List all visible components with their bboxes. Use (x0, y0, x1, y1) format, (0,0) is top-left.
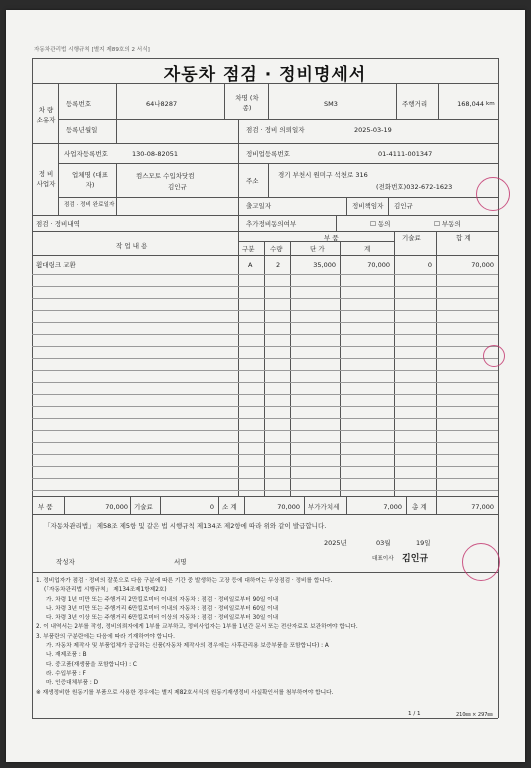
summary-subtotal-value: 70,000 (277, 503, 300, 511)
shop-reg-value: 01-4111-001347 (378, 150, 433, 158)
row-labor: 0 (427, 261, 432, 269)
manager-value: 김인규 (394, 202, 413, 210)
table-row (32, 466, 498, 467)
shop-name-label: 업체명 (대표자) (72, 171, 108, 189)
note-line: 다. 차령 3년 이상 또는 주행거리 6만킬로미터 이상의 자동차 : 점검 · 정비일로부터 30일 이내 (46, 615, 279, 622)
table-row (32, 406, 498, 407)
table-row (32, 454, 498, 455)
consent-yes-checkbox[interactable]: ☐ 동의 (370, 220, 391, 228)
note-line: 가. 차령 1년 미만 또는 주행거리 2만킬로미터 이내의 자동차 : 점검 · 정비일로부터 90일 이내 (46, 596, 279, 603)
note-line: 나. 재제조품 : B (46, 652, 87, 659)
paper-size: 210㎜ × 297㎜ (456, 712, 493, 718)
issue-year: 2025년 (324, 539, 347, 547)
first-reg-label: 등록년월일 (66, 126, 98, 134)
page-number: 1 / 1 (408, 711, 421, 717)
labor-header: 기술료 (402, 234, 421, 242)
notes-section (36, 577, 494, 698)
table-row (32, 274, 498, 275)
table-row (32, 298, 498, 299)
shop-rep-value: 김인규 (168, 183, 187, 191)
writer-label: 작성자 (56, 558, 75, 566)
seal-stamp-icon (476, 177, 510, 211)
qty-subheader: 수량 (270, 245, 283, 253)
note-line: (「자동차관리법 시행규칙」 제134조제1항제2호) (44, 587, 167, 594)
summary-total-value: 77,000 (471, 503, 494, 511)
note-line: 1. 정비업자가 점검 · 정비의 잘못으로 다음 구분에 따른 기간 중 발생하는 고장 등에 대하여는 무상점검 · 정비를 합니다. (36, 578, 333, 584)
request-date-label: 점검 · 정비 의뢰일자 (246, 126, 305, 134)
address-value: 경기 부천시 원미구 석천로 316 (278, 171, 368, 179)
mileage-unit: km (486, 101, 495, 107)
model-value: SM3 (324, 100, 338, 108)
table-row (32, 358, 498, 359)
note-line: 2. 이 내역서는 2부를 작성, 정비의뢰자에게 1부를 교부하고, 정비사업자는 1부를 1년간 문서 또는 전산자료로 보관하여야 합니다. (36, 624, 358, 631)
kind-subheader: 구분 (242, 245, 255, 253)
total-header: 합 계 (456, 234, 471, 242)
shop-name-value: 컴스모토 수입차닷컴 (136, 172, 195, 180)
summary-parts-value: 70,000 (105, 503, 128, 511)
inspect-date-label: 점검 · 정비 완료일자 (64, 202, 115, 208)
release-date-label: 출고일자 (246, 202, 272, 210)
mileage-value: 168,044 (457, 100, 484, 108)
note-line: ※ 재생정비한 원동기를 부품으로 사용한 경우에는 별지 제82호서식의 원동기재생정비 사실확인서를 첨부하여야 합니다. (36, 689, 334, 696)
issue-day: 19일 (416, 539, 431, 547)
table-row (32, 310, 498, 311)
writer-signature-field: 서명 (174, 558, 187, 566)
biz-no-label: 사업자등록번호 (64, 150, 108, 158)
summary-subtotal-label: 소 계 (222, 503, 237, 511)
reg-no-value: 64나8287 (146, 100, 178, 108)
phone-value: (전화번호)032-672-1623 (376, 183, 453, 191)
row-unit-price: 35,000 (313, 261, 336, 269)
page-title: 자동차 점검 · 정비명세서 (163, 65, 367, 85)
note-line: 다. 중고품(재생품을 포함합니다) : C (46, 661, 137, 668)
summary-labor-value: 0 (209, 503, 214, 511)
unit-price-subheader: 단 가 (310, 245, 325, 253)
mileage-label: 주행거리 (402, 100, 428, 108)
biz-no-value: 130-08-82051 (132, 150, 179, 158)
seal-stamp-icon (483, 345, 505, 367)
row-total: 70,000 (471, 261, 494, 269)
summary-vat-value: 7,000 (383, 503, 402, 511)
note-line: 가. 자동차 제작사 및 부품업체가 공급하는 신품(자동차 제작사의 경우에는 사후관리용 보증부품을 포함합니다) : A (46, 643, 329, 650)
representative-label: 대표이사 (372, 556, 394, 562)
table-row (32, 430, 498, 431)
request-date-value: 2025-03-19 (354, 126, 392, 134)
issue-month: 03월 (376, 539, 391, 547)
table-row (32, 478, 498, 479)
shop-section-label: 정 비 사업자 (36, 170, 56, 188)
sum-subheader: 계 (364, 245, 371, 253)
table-row (32, 346, 498, 347)
shop-reg-label: 정비업등록번호 (246, 150, 290, 158)
manager-label: 정비책임자 (352, 202, 384, 210)
work-header: 작 업 내 용 (116, 242, 148, 250)
row-work: 휠대링크 교환 (36, 261, 76, 269)
address-label: 주소 (246, 177, 259, 185)
table-row (32, 286, 498, 287)
note-line: 라. 수입부품 : F (46, 670, 86, 677)
note-line: 3. 부품란의 구분란에는 다음에 따라 기재하여야 합니다. (36, 633, 175, 640)
table-row (32, 418, 498, 419)
representative-name: 김인규 (402, 554, 429, 564)
consent-no-checkbox[interactable]: ☐ 부동의 (434, 220, 461, 228)
consent-label: 추가정비동의여부 (246, 220, 297, 228)
table-row (32, 370, 498, 371)
summary-labor-label: 기술료 (134, 503, 153, 511)
form-reference-note: 자동차관리법 시행규칙 [별지 제89호의 2 서식] (34, 47, 150, 53)
parts-header: 부 품 (324, 234, 339, 242)
table-row (32, 334, 498, 335)
document-page (6, 10, 525, 762)
summary-vat-label: 부가가치세 (308, 503, 340, 511)
reg-no-label: 등록번호 (66, 100, 92, 108)
table-row (32, 394, 498, 395)
seal-stamp-icon (462, 543, 500, 581)
row-kind: A (248, 261, 253, 269)
vehicle-owner-section-label: 차 량 소유자 (36, 106, 56, 124)
summary-total-label: 총 계 (412, 503, 427, 511)
row-sum: 70,000 (367, 261, 390, 269)
table-row (32, 490, 498, 491)
detail-label: 점검 · 정비내역 (36, 220, 80, 228)
note-line: 마. 인증대체부품 : D (46, 680, 98, 687)
table-row (32, 382, 498, 383)
model-label: 차명 (차종) (235, 94, 259, 112)
note-line: 나. 차령 3년 미만 또는 주행거리 6만킬로미터 이내의 자동차 : 점검 · 정비일로부터 60일 이내 (46, 605, 279, 612)
legal-statement: 「자동차관리법」 제58조 제5항 및 같은 법 시행규칙 제134조 제2항에 따라 위와 같이 발급합니다. (44, 522, 327, 530)
summary-parts-label: 부 품 (38, 503, 53, 511)
table-row (32, 442, 498, 443)
row-qty: 2 (276, 261, 281, 269)
table-row (32, 322, 498, 323)
